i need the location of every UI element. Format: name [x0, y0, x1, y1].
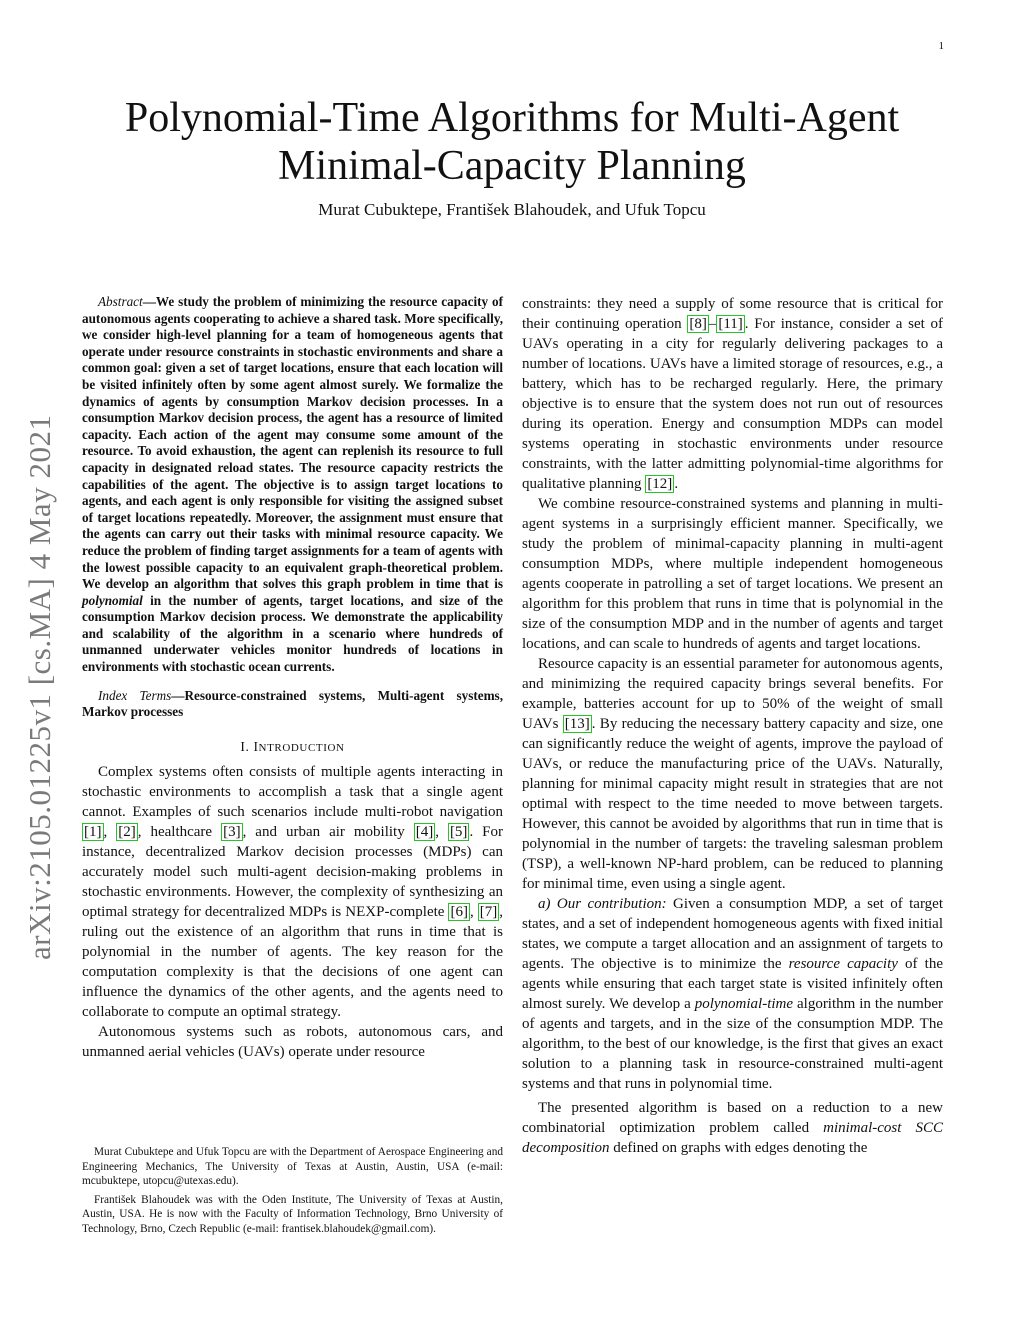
right-paragraph-3 — [522, 654, 943, 894]
page-number: 1 — [938, 40, 944, 52]
abstract-emphasis: polynomial — [82, 592, 143, 608]
text: . For instance, decentralized Markov decision processes (MDPs) can accurately model such multi-agent decision-making problems in stochastic environments. However, the complexity of synthesizing an optimal strategy for decentralized MDPs is NEXP-complete — [82, 823, 504, 920]
right-column — [522, 294, 943, 1158]
citation-link[interactable]: [4] — [415, 823, 434, 840]
index-terms-label: Index Terms — [98, 687, 172, 703]
text: . By reducing the necessary battery capacity and size, one can significantly reduce the weight of agents, improve the payload of UAVs, or reduce the manufacturing price of the UAVs. Naturally, planning for minimal capacity might result in strategies that are not optimal with respect to the time needed to move between targets. However, this cannot be avoided by algorithms that run in time that is polynomial in the number of targets: the traveling salesman problem (TSP), a well-known NP-hard problem, can be reduced to planning for minimal time, even using a single agent. — [522, 716, 944, 892]
intro-paragraph-1 — [82, 762, 503, 1022]
paper-title — [0, 94, 1024, 190]
text: . — [674, 476, 679, 492]
intro-paragraph-2: Autonomous systems such as robots, autonomous cars, and unmanned aerial vehicles (UAVs) operate under resource — [82, 1023, 503, 1060]
section-initial: I — [253, 738, 259, 754]
text: . For instance, consider a set of UAVs operating in a city for regularly delivering packages to a number of locations. UAVs have a limited storage of resources, e.g., a battery, which has to be recharged regularly. Here, the primary objective is to ensure that the system does not run out of resources during its operation. Energy and consumption MDPs can model systems operating in stochastic environments under resource constraints, with the latter admitting polynomial-time algorithms for qualitative planning — [522, 316, 943, 492]
section-title-rest: NTRODUCTION — [258, 741, 345, 754]
right-paragraph-2: We combine resource-constrained systems and planning in multi-agent systems in a surprisingly efficient manner. Specifically, we study the problem of minimal-capacity planning in multi-agent consumption MDPs, where multiple independent homogeneous agents cooperate in patrolling a set of target locations. We present an algorithm for this problem that runs in time that is polynomial in the size of the consumption MDP and in the number of agents and target locations, and can scale to hundreds of agents and target locations. — [522, 496, 943, 652]
text: Given a consumption MDP, a set of target states, and a set of independent homogeneous agents with fixed initial states, we compute a target allocation and an assignment of targets to agents. The objective is to minimize the — [522, 896, 943, 972]
text: , — [103, 823, 117, 840]
abstract-label: Abstract — [98, 294, 143, 309]
footnote-affiliation-2: František Blahoudek was with the Oden Institute, The University of Texas at Austin, Austin, USA. He is now with the Faculty of Information Technology, Brno University of Technology, Brno, Czech Republic (e-mail: frantisek.blahoudek@gmail.com). — [82, 1193, 503, 1235]
text: Complex systems often consists of multiple agents interacting in stochastic environments to accomplish a task that a single agent cannot. Examples of such scenarios include multi-robot navigation — [82, 763, 503, 820]
left-column — [82, 294, 503, 1062]
text: The presented algorithm is based on a reduction to a new combinatorial optimization problem called — [522, 1100, 943, 1136]
abstract-text-1: We study the problem of minimizing the resource capacity of autonomous agents cooperating to achieve a shared task. More specifically, we consider high-level planning for a team of homogeneous agents that operate under resource constraints in stochastic environments and share a common goal: given a set of target locations, ensure that each location will be visited infinitely often by some agent almost surely. We formalize the dynamics of agents by consumption Markov decision processes. In a consumption Markov decision process, the agent has a resource of limited capacity. Each action of the agent may consume some amount of the resource. To avoid exhaustion, the agent can replenish its resource to full capacity in designated reload states. The resource capacity restricts the capabilities of the agent. The objective is to assign target locations to agents, and each agent is only responsible for visiting the assigned subset of target locations repeatedly. Moreover, the assignment must ensure that the agents can carry out their tasks with minimal resource capacity. We reduce the problem of finding target assignments for a team of agents with the lowest possible capacity to an equivalent graph-theoretical problem. We develop an algorithm that solves this graph problem in time that is — [82, 294, 503, 592]
citation-link[interactable]: [8] — [689, 316, 707, 332]
title-line-1: Polynomial-Time Algorithms for Multi-Agent — [124, 95, 900, 141]
abstract-text-2: in the number of agents, target locations, and size of the consumption Markov decision process. We demonstrate the applicability and scalability of the algorithm in a scenario where hundreds of unmanned underwater vehicles monitor hundreds of locations in environments with stochastic ocean currents. — [82, 592, 503, 675]
contribution-paragraph — [522, 894, 943, 1094]
abstract-dash: — — [142, 294, 156, 309]
emphasis: minimal-cost SCC decomposition — [522, 1120, 943, 1156]
section-heading-introduction — [82, 737, 503, 758]
citation-link[interactable]: [5] — [449, 823, 468, 840]
title-line-2: Minimal-Capacity Planning — [278, 143, 746, 189]
citation-link[interactable]: [1] — [84, 823, 102, 840]
section-numeral: I. — [240, 738, 254, 754]
citation-link[interactable]: [2] — [118, 823, 136, 840]
text: , and urban air mobility — [242, 823, 414, 840]
index-terms — [82, 688, 503, 721]
text: , — [435, 823, 448, 840]
citation-link[interactable]: [13] — [564, 716, 590, 732]
arxiv-identifier-stamp: arXiv:2105.01225v1 [cs.MA] 4 May 2021 — [22, 414, 57, 960]
text: , — [469, 903, 478, 920]
footnotes — [82, 1145, 503, 1241]
abstract — [82, 294, 503, 676]
text: , healthcare — [137, 823, 222, 840]
citation-link[interactable]: [3] — [223, 823, 241, 840]
right-paragraph-5 — [522, 1098, 943, 1158]
text: defined on graphs with edges denoting the — [609, 1140, 868, 1156]
citation-link[interactable]: [12] — [647, 476, 673, 492]
footnote-affiliation-1: Murat Cubuktepe and Ufuk Topcu are with the Department of Aerospace Engineering and Engineering Mechanics, The University of Texas at Austin, Austin, USA (e-mail: mcubuktepe, utopcu@utexas.edu). — [82, 1146, 503, 1188]
emphasis: resource capacity — [788, 956, 898, 972]
text: algorithm in the number of agents and targets, and in the size of the consumption MDP. The algorithm, to the best of our knowledge, is the first that gives an exact solution to a planning task in resource-constrained multi-agent systems and that runs in polynomial time. — [522, 996, 943, 1092]
contribution-heading: a) Our contribution: — [538, 896, 667, 912]
text: , ruling out the existence of an algorithm that runs in time that is polynomial in the number of agents. The key reason for the computation complexity is that the decisions of one agent can influence the dynamics of the other agents, and the agents need to collaborate to compute an optimal strategy. — [82, 903, 503, 1020]
index-terms-dash: — — [171, 687, 185, 703]
author-list: Murat Cubuktepe, František Blahoudek, and Ufuk Topcu — [318, 200, 706, 219]
text: constraints: they need a supply of some resource that is critical for their continuing operation — [522, 296, 943, 332]
text: – — [708, 316, 717, 332]
text: Resource capacity is an essential parameter for autonomous agents, and minimizing the required capacity brings several benefits. For example, batteries account for up to 50% of the weight of small UAVs — [522, 656, 943, 732]
text: of the agents while ensuring that each target state is visited infinitely often almost surely. We develop a — [522, 956, 944, 1012]
citation-link[interactable]: [7] — [479, 903, 498, 920]
citation-link[interactable]: [6] — [450, 903, 468, 920]
citation-link[interactable]: [11] — [718, 316, 743, 332]
right-paragraph-1 — [522, 294, 943, 494]
index-terms-text: Resource-constrained systems, Multi-agent systems, Markov processes — [82, 687, 503, 720]
emphasis: polynomial-time — [694, 996, 794, 1012]
